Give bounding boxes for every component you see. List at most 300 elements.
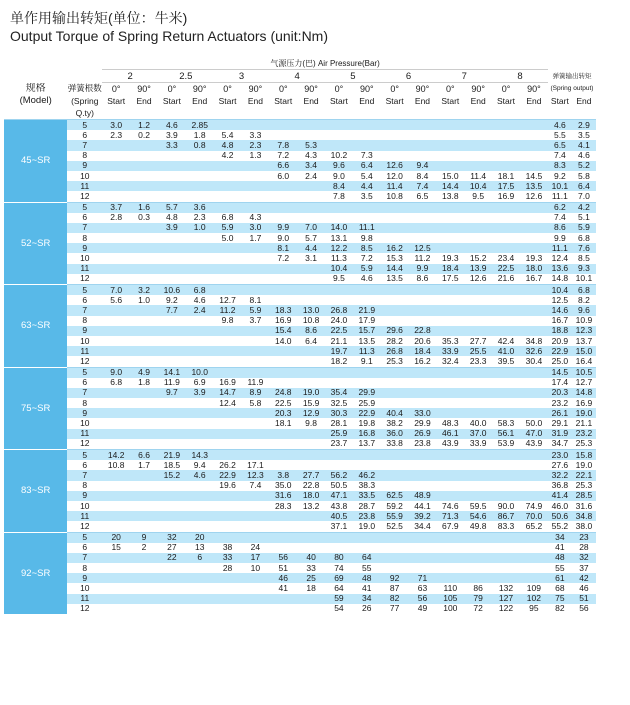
torque-value-cell [464, 305, 492, 315]
spring-output-cell: 7.6 [572, 243, 596, 253]
torque-value-cell: 15.2 [464, 253, 492, 263]
torque-value-cell: 5.3 [297, 140, 325, 150]
torque-value-cell [436, 295, 464, 305]
torque-value-cell [409, 460, 437, 470]
table-body [4, 120, 596, 615]
torque-value-cell [492, 120, 520, 131]
spring-output-cell: 11.1 [548, 243, 572, 253]
torque-value-cell: 59 [325, 594, 353, 604]
torque-value-cell [158, 151, 186, 161]
torque-value-cell: 7.3 [353, 151, 381, 161]
torque-value-cell: 20.3 [269, 408, 297, 418]
torque-value-cell [102, 553, 130, 563]
torque-value-cell [102, 305, 130, 315]
spring-qty-cell: 7 [67, 140, 102, 150]
torque-value-cell: 14.3 [186, 450, 214, 461]
torque-value-cell: 15.9 [297, 398, 325, 408]
torque-value-cell [102, 326, 130, 336]
torque-value-cell: 48.3 [436, 418, 464, 428]
torque-value-cell: 16.7 [520, 274, 548, 285]
torque-value-cell: 18.0 [297, 491, 325, 501]
table-row [4, 120, 596, 131]
torque-value-cell: 6.8 [214, 213, 242, 223]
torque-value-cell [214, 202, 242, 213]
torque-value-cell: 26 [353, 604, 381, 614]
torque-value-cell [102, 274, 130, 285]
spring-qty-cell: 9 [67, 243, 102, 253]
torque-value-cell: 132 [492, 583, 520, 593]
table-row [4, 253, 596, 263]
torque-value-cell [409, 130, 437, 140]
torque-value-cell [130, 336, 158, 346]
torque-value-cell [436, 481, 464, 491]
torque-value-cell [436, 563, 464, 573]
torque-value-cell [520, 202, 548, 213]
torque-value-cell [158, 439, 186, 450]
torque-value-cell [130, 151, 158, 161]
torque-value-cell [102, 181, 130, 191]
torque-value-cell [269, 120, 297, 131]
torque-value-cell [214, 243, 242, 253]
torque-value-cell: 11.3 [325, 253, 353, 263]
spring-qty-cell: 5 [67, 120, 102, 131]
spring-qty-cell: 6 [67, 130, 102, 140]
torque-value-cell [492, 532, 520, 543]
position-header: Start [548, 95, 572, 107]
spring-output-cell: 11.1 [548, 191, 572, 202]
spring-output-cell: 6.4 [572, 181, 596, 191]
torque-value-cell: 22.8 [409, 326, 437, 336]
torque-value-cell: 16.8 [353, 429, 381, 439]
spring-qty-cell: 8 [67, 316, 102, 326]
torque-value-cell: 14.0 [325, 223, 353, 233]
torque-value-cell: 1.3 [241, 151, 269, 161]
torque-value-cell [520, 388, 548, 398]
spring-qty-cell: 11 [67, 511, 102, 521]
torque-value-cell: 7.8 [269, 140, 297, 150]
torque-value-cell [409, 316, 437, 326]
position-header: Start [381, 95, 409, 107]
torque-value-cell: 4.6 [158, 120, 186, 131]
torque-value-cell: 18.5 [158, 460, 186, 470]
torque-value-cell [464, 367, 492, 378]
spring-output-cell: 46 [572, 583, 596, 593]
torque-value-cell [520, 213, 548, 223]
torque-value-cell [186, 511, 214, 521]
torque-value-cell: 0.8 [186, 140, 214, 150]
torque-value-cell: 9.5 [464, 191, 492, 202]
torque-value-cell [520, 553, 548, 563]
torque-value-cell [158, 583, 186, 593]
torque-value-cell [130, 305, 158, 315]
torque-value-cell [381, 233, 409, 243]
torque-value-cell: 18.2 [325, 356, 353, 367]
torque-value-cell [297, 604, 325, 614]
spring-qty-cell: 9 [67, 326, 102, 336]
torque-value-cell: 23.4 [492, 253, 520, 263]
spring-output-cell: 5.8 [572, 171, 596, 181]
torque-value-cell: 8.4 [325, 181, 353, 191]
spring-output-cell: 41.4 [548, 491, 572, 501]
spring-output-cell: 10.1 [548, 181, 572, 191]
torque-value-cell: 3.9 [158, 223, 186, 233]
table-row [4, 573, 596, 583]
torque-value-cell: 19.7 [325, 346, 353, 356]
spring-qty-cell: 10 [67, 253, 102, 263]
table-row [4, 243, 596, 253]
table-row [4, 316, 596, 326]
table-row [4, 213, 596, 223]
torque-value-cell [102, 161, 130, 171]
spring-qty-cell: 5 [67, 532, 102, 543]
torque-value-cell [102, 481, 130, 491]
spring-qty-cell: 11 [67, 594, 102, 604]
torque-value-cell: 19.0 [297, 388, 325, 398]
torque-value-cell [464, 151, 492, 161]
torque-value-cell: 1.8 [130, 378, 158, 388]
torque-value-cell [520, 285, 548, 296]
spring-qty-cell: 9 [67, 161, 102, 171]
spring-output-cell: 51 [572, 594, 596, 604]
position-header: End [186, 95, 214, 107]
spring-output-cell: 28 [572, 543, 596, 553]
torque-value-cell: 6.4 [353, 161, 381, 171]
torque-value-cell: 6.6 [269, 161, 297, 171]
angle-header: 90° [464, 83, 492, 96]
torque-value-cell [381, 223, 409, 233]
torque-value-cell: 33 [297, 563, 325, 573]
torque-value-cell: 49 [409, 604, 437, 614]
pressure-header: 8 [492, 70, 548, 83]
torque-value-cell: 4.6 [186, 295, 214, 305]
torque-value-cell: 1.7 [241, 233, 269, 243]
spring-qty-header-en: (Spring [67, 95, 102, 107]
spring-output-cell: 5.2 [572, 161, 596, 171]
model-cell: 83~SR [4, 450, 67, 533]
torque-value-cell [520, 233, 548, 243]
spring-qty-cell: 12 [67, 521, 102, 532]
torque-value-cell [297, 191, 325, 202]
torque-value-cell: 2.3 [102, 130, 130, 140]
spring-output-cell: 56 [572, 604, 596, 614]
table-row [4, 418, 596, 428]
torque-value-cell [102, 243, 130, 253]
pressure-header: 7 [436, 70, 492, 83]
torque-value-cell [464, 202, 492, 213]
torque-value-cell: 22 [158, 553, 186, 563]
spring-output-cell: 25.3 [572, 439, 596, 450]
spring-qty-cell: 11 [67, 264, 102, 274]
torque-value-cell [158, 274, 186, 285]
torque-value-cell: 33.8 [381, 439, 409, 450]
torque-value-cell [409, 367, 437, 378]
torque-value-cell [409, 553, 437, 563]
torque-value-cell [381, 316, 409, 326]
torque-value-cell [158, 563, 186, 573]
torque-value-cell: 3.5 [353, 191, 381, 202]
table-row [4, 460, 596, 470]
torque-value-cell: 40 [297, 553, 325, 563]
torque-value-cell: 3.0 [241, 223, 269, 233]
table-row [4, 491, 596, 501]
spring-output-cell: 27.6 [548, 460, 572, 470]
torque-value-cell: 32 [158, 532, 186, 543]
torque-value-cell [492, 233, 520, 243]
torque-value-cell [353, 140, 381, 150]
spring-qty-cell: 6 [67, 543, 102, 553]
torque-value-cell [186, 151, 214, 161]
torque-value-cell: 18.4 [436, 264, 464, 274]
table-row [4, 274, 596, 285]
torque-value-cell [186, 233, 214, 243]
position-header: End [130, 95, 158, 107]
torque-value-cell: 17.5 [492, 181, 520, 191]
pressure-header: 2 [102, 70, 158, 83]
torque-value-cell: 34.4 [409, 521, 437, 532]
torque-value-cell [436, 305, 464, 315]
torque-value-cell: 7.2 [269, 151, 297, 161]
torque-value-cell: 127 [492, 594, 520, 604]
torque-value-cell: 9.8 [353, 233, 381, 243]
torque-value-cell: 1.0 [130, 295, 158, 305]
torque-value-cell [381, 305, 409, 315]
torque-value-cell: 4.3 [241, 213, 269, 223]
torque-value-cell [520, 326, 548, 336]
torque-value-cell [381, 543, 409, 553]
spring-output-cell: 10.1 [572, 274, 596, 285]
torque-value-cell: 3.3 [241, 130, 269, 140]
torque-value-cell [297, 285, 325, 296]
torque-value-cell [381, 553, 409, 563]
torque-value-cell: 9 [130, 532, 158, 543]
torque-value-cell [241, 604, 269, 614]
torque-value-cell [158, 418, 186, 428]
torque-value-cell: 5.7 [297, 233, 325, 243]
torque-value-cell [269, 604, 297, 614]
torque-value-cell [102, 253, 130, 263]
torque-value-cell: 41 [353, 583, 381, 593]
torque-value-cell [381, 202, 409, 213]
torque-value-cell [130, 233, 158, 243]
torque-value-cell [130, 594, 158, 604]
torque-value-cell: 86 [464, 583, 492, 593]
spring-output-cell: 46.0 [548, 501, 572, 511]
torque-value-cell [130, 253, 158, 263]
torque-value-cell: 26.8 [381, 346, 409, 356]
torque-value-cell [492, 316, 520, 326]
torque-value-cell: 3.8 [269, 470, 297, 480]
torque-value-cell [186, 316, 214, 326]
torque-value-cell [214, 367, 242, 378]
torque-value-cell [409, 140, 437, 150]
torque-value-cell [130, 491, 158, 501]
torque-value-cell: 3.0 [102, 120, 130, 131]
torque-value-cell [130, 553, 158, 563]
torque-value-cell [492, 563, 520, 573]
torque-value-cell: 34 [353, 594, 381, 604]
torque-value-cell [158, 336, 186, 346]
torque-value-cell [297, 460, 325, 470]
torque-value-cell: 18.1 [269, 418, 297, 428]
torque-value-cell: 13.7 [353, 439, 381, 450]
torque-value-cell: 12.3 [241, 470, 269, 480]
torque-value-cell: 13.1 [325, 233, 353, 243]
torque-value-cell: 2.4 [297, 171, 325, 181]
model-cell: 75~SR [4, 367, 67, 450]
torque-value-cell: 54 [325, 604, 353, 614]
torque-value-cell: 77 [381, 604, 409, 614]
torque-value-cell [241, 408, 269, 418]
torque-value-cell [241, 418, 269, 428]
torque-value-cell [186, 346, 214, 356]
spring-output-cell: 61 [548, 573, 572, 583]
torque-value-cell: 33.5 [353, 491, 381, 501]
torque-value-cell [241, 367, 269, 378]
torque-value-cell [269, 181, 297, 191]
torque-value-cell: 24 [241, 543, 269, 553]
table-row [4, 326, 596, 336]
torque-value-cell [214, 326, 242, 336]
torque-value-cell [158, 316, 186, 326]
torque-value-cell: 11.4 [381, 181, 409, 191]
torque-value-cell [130, 408, 158, 418]
table-row [4, 171, 596, 181]
torque-value-cell [409, 202, 437, 213]
torque-value-cell: 35.4 [325, 388, 353, 398]
torque-value-cell: 0.2 [130, 130, 158, 140]
torque-value-cell [520, 481, 548, 491]
torque-value-cell: 33.9 [436, 346, 464, 356]
spring-output-cell: 6.5 [548, 140, 572, 150]
torque-value-cell: 31.6 [269, 491, 297, 501]
torque-value-cell [102, 439, 130, 450]
torque-value-cell: 3.7 [102, 202, 130, 213]
spring-qty-cell: 9 [67, 573, 102, 583]
torque-value-cell [269, 439, 297, 450]
torque-value-cell [464, 543, 492, 553]
table-row [4, 408, 596, 418]
torque-value-cell [269, 594, 297, 604]
torque-value-cell: 8.1 [241, 295, 269, 305]
torque-value-cell: 86.7 [492, 511, 520, 521]
angle-header: 90° [241, 83, 269, 96]
torque-value-cell: 8.9 [241, 388, 269, 398]
torque-value-cell [102, 191, 130, 202]
spring-output-cell: 9.9 [548, 233, 572, 243]
spring-output-cell: 19.0 [572, 460, 596, 470]
torque-value-cell: 43.9 [436, 439, 464, 450]
torque-value-cell: 23.3 [464, 356, 492, 367]
torque-value-cell: 25.3 [381, 356, 409, 367]
torque-value-cell [325, 532, 353, 543]
table-row [4, 388, 596, 398]
angle-header: 0° [102, 83, 130, 96]
torque-value-cell: 27.7 [464, 336, 492, 346]
torque-value-cell [297, 511, 325, 521]
torque-value-cell [436, 120, 464, 131]
torque-value-cell: 22.8 [297, 481, 325, 491]
torque-value-cell [520, 223, 548, 233]
torque-value-cell [381, 563, 409, 573]
torque-value-cell: 22.9 [214, 470, 242, 480]
torque-value-cell: 15 [102, 543, 130, 553]
torque-value-cell: 9.4 [186, 460, 214, 470]
torque-value-cell: 79 [464, 594, 492, 604]
torque-value-cell [241, 191, 269, 202]
torque-value-cell: 4.6 [353, 274, 381, 285]
torque-value-cell [130, 398, 158, 408]
torque-value-cell [464, 491, 492, 501]
torque-value-cell [436, 460, 464, 470]
torque-value-cell [492, 573, 520, 583]
torque-value-cell: 3.9 [186, 388, 214, 398]
torque-value-cell: 28 [214, 563, 242, 573]
torque-value-cell [158, 243, 186, 253]
torque-value-cell [520, 408, 548, 418]
torque-value-cell [186, 274, 214, 285]
spring-qty-cell: 9 [67, 408, 102, 418]
spring-qty-cell: 6 [67, 213, 102, 223]
torque-value-cell [492, 543, 520, 553]
angle-header: 0° [214, 83, 242, 96]
torque-value-cell: 64 [353, 553, 381, 563]
torque-value-cell [464, 573, 492, 583]
torque-value-cell [436, 367, 464, 378]
spring-output-cell: 75 [548, 594, 572, 604]
torque-value-cell [492, 223, 520, 233]
torque-value-cell: 9.9 [269, 223, 297, 233]
torque-value-cell: 9.4 [409, 161, 437, 171]
position-header: Start [492, 95, 520, 107]
torque-value-cell [102, 418, 130, 428]
angle-header: 0° [381, 83, 409, 96]
torque-value-cell [353, 213, 381, 223]
torque-value-cell: 16.9 [269, 316, 297, 326]
model-cell: 45~SR [4, 120, 67, 203]
torque-value-cell: 64 [325, 583, 353, 593]
spring-output-cell: 6.8 [572, 285, 596, 296]
torque-value-cell: 9.0 [325, 171, 353, 181]
torque-value-cell [464, 460, 492, 470]
torque-value-cell: 92 [381, 573, 409, 583]
table-row [4, 202, 596, 213]
torque-value-cell: 38.2 [381, 418, 409, 428]
torque-value-cell [464, 120, 492, 131]
pressure-header: 3 [214, 70, 270, 83]
torque-value-cell [381, 450, 409, 461]
torque-value-cell [381, 120, 409, 131]
torque-value-cell: 32.4 [436, 356, 464, 367]
torque-value-cell: 25.9 [353, 398, 381, 408]
torque-value-cell [186, 408, 214, 418]
torque-value-cell [214, 450, 242, 461]
torque-value-cell: 10.8 [381, 191, 409, 202]
torque-value-cell [325, 130, 353, 140]
torque-value-cell [158, 191, 186, 202]
torque-value-cell [409, 233, 437, 243]
torque-value-cell [436, 202, 464, 213]
torque-value-cell: 43.9 [520, 439, 548, 450]
spring-output-cell: 3.5 [572, 130, 596, 140]
torque-value-cell [241, 264, 269, 274]
torque-value-cell [269, 521, 297, 532]
pressure-header: 6 [381, 70, 437, 83]
torque-value-cell [325, 543, 353, 553]
torque-value-cell: 71.3 [436, 511, 464, 521]
torque-value-cell [269, 367, 297, 378]
torque-value-cell [186, 418, 214, 428]
spring-output-cell: 8.6 [548, 223, 572, 233]
